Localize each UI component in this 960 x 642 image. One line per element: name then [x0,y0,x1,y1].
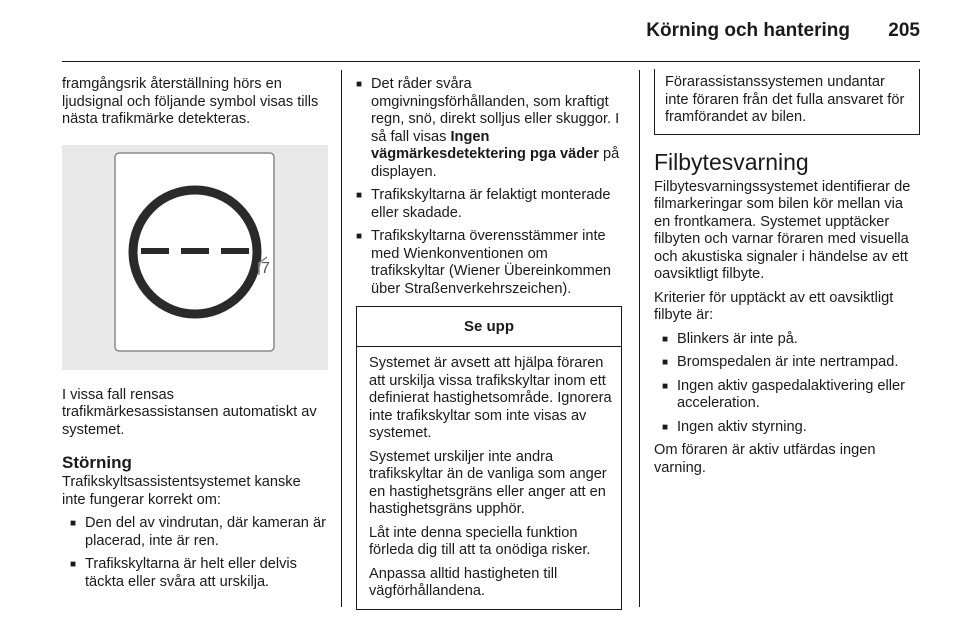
intro-paragraph: framgångsrik återställning hörs en ljudsignal och följande symbol visas tills nästa trafikmärke detekteras. [62,76,319,127]
display-message: Ingen vägmärkesdetektering pga väder [371,128,599,162]
list-item: ■ Trafikskyltarna är felaktigt monterade eller skadade. [356,187,611,221]
column-divider-1 [341,70,342,607]
list-item: ■ Trafikskyltarna är helt eller delvis täckta eller svåra att urskilja. [70,556,297,590]
stoerning-intro: Trafikskyltsassistentsystemet kanske inte fungerar korrekt om: [62,474,301,508]
caution-paragraph: Anpassa alltid hastigheten till vägförhållandena. [369,565,558,599]
body-paragraph: Kriterier för upptäckt av ett oavsiktligt filbyte är: [654,289,894,323]
bullet-square: ■ [70,559,77,570]
list-item: ■ Bromspedalen är inte nertrampad. [662,354,899,370]
list-item: ■ Blinkers är inte på. [662,330,798,347]
column-3 [654,76,920,483]
caution-body [357,347,621,609]
bullet-square: ■ [356,190,363,201]
bullet-square: ■ [356,79,363,90]
page-number: 205 [888,20,920,41]
caution-paragraph: Systemet är avsett att hjälpa föraren att urskilja vissa trafikskyltar inom ett definierat hastighetsområde. Ignorera inte trafikskyltar som inte visas av systemet. [369,355,612,441]
header-rule [62,61,920,62]
bullet-square: ■ [662,421,669,433]
body-paragraph: Om föraren är aktiv utfärdas ingen varning. [654,442,876,476]
caution-title: Se upp [357,307,621,347]
column-divider-2 [639,70,640,607]
bullet-square: ■ [662,333,669,345]
sign-figure [62,145,328,370]
note-box [654,69,920,135]
note-text: Förarassistanssystemen undantar inte föraren från det fulla ansvaret för framförandet av bilen. [665,74,905,125]
bullet-square: ■ [356,231,363,242]
column-2 [356,76,622,610]
no-sign-detected-icon [62,145,328,370]
caution-paragraph: Systemet urskiljer inte andra trafikskyltar än de vanliga som anger en hastighetsgräns eller anger att en hastighetsgräns upphör. [369,448,607,517]
section-heading: Filbytesvarning [654,148,809,175]
list-item: ■ Ingen aktiv gaspedalaktivering eller acceleration. [662,377,905,411]
reset-paragraph: I vissa fall rensas trafikmärkesassistansen automatiskt av systemet. [62,386,317,438]
bullet-square: ■ [70,518,77,529]
caution-paragraph: Låt inte denna speciella funktion förleda dig till att ta onödiga risker. [369,524,591,558]
column-1 [62,76,328,597]
page-header [0,0,960,62]
list-item: ■ Det råder svåra omgivningsförhållanden, som kraftigt regn, snö, direkt solljus eller skuggor. I så fall visas Ingen vägmärkesdetektering pga väder på displayen. [356,76,620,180]
list-item: ■ Ingen aktiv styrning. [662,418,807,435]
header-title: Körning och hantering [646,20,850,41]
caution-box [356,306,622,610]
bullet-square: ■ [662,357,669,368]
body-paragraph: Filbytesvarningssystemet identifierar de filmarkeringar som bilen kör mellan via en frontkamera. Systemet upptäcker filbyten och varnar föraren med visuella och akustiska signaler i händelse av ett oavsiktligt filbyte. [654,178,911,282]
figure-label: 7 [261,259,270,277]
list-item: ■ Den del av vindrutan, där kameran är placerad, inte är ren. [70,515,326,549]
stoerning-heading: Störning [62,453,132,472]
list-item: ■ Trafikskyltarna överensstämmer inte med Wienkonventionen om trafikskyltar (Wiener Übereinkommen über Straßenverkehrszeichen). [356,228,612,297]
bullet-square: ■ [662,380,669,392]
